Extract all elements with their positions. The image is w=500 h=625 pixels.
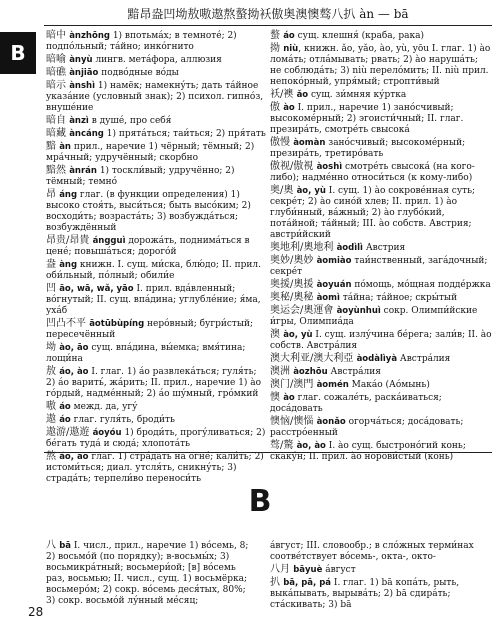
entry-definition: I. сущ. излу́чина бе́рега; зали́в; II. ào собств. Австра́лия <box>270 330 492 351</box>
dictionary-entry <box>46 30 268 53</box>
entry-definition: по́мощь, мо́щная подде́ржка <box>351 280 491 290</box>
entry-headword: 暗藏 <box>46 128 70 139</box>
entry-headword: 奥秘/奧秘 <box>270 292 317 303</box>
entry-headword: 嗷 <box>46 401 60 412</box>
dictionary-entry <box>46 235 268 258</box>
entry-pinyin: ànyù <box>69 55 93 65</box>
entry-pinyin: áo, ào <box>59 367 89 377</box>
entry-definition: глаг. (в функции определения) 1) высоко стоя́ть, выси́ться; быть высо́ким; 2) восходи́ть; возраста́ть; 3) возбужда́ться; возбуждённый <box>46 190 251 233</box>
entry-pinyin: àonǎo <box>316 417 346 427</box>
entry-pinyin: áo <box>283 31 295 41</box>
entry-headword: 傲视/傲視 <box>270 161 317 172</box>
entry-pinyin: áo, āo <box>59 452 89 462</box>
entry-headword: 奥妙/奧妙 <box>270 255 317 266</box>
entry-definition: неро́вный; бугри́стый; пересечённый <box>46 319 254 340</box>
entry-definition: сокр. Олимпи́йские и́гры, Олимпиа́да <box>270 306 478 327</box>
entry-headword: 骜/驁 <box>270 440 297 451</box>
dictionary-entry <box>46 189 268 234</box>
dictionary-entry <box>270 102 492 136</box>
entry-definition: межд. да, угу́ <box>70 402 138 412</box>
entry-headword: 盎 <box>46 259 60 270</box>
right-column <box>270 30 492 462</box>
dictionary-entry <box>46 80 268 114</box>
entry-headword: 拗 <box>270 43 284 54</box>
header-rule <box>44 25 492 26</box>
dictionary-entry <box>46 259 268 282</box>
dictionary-entry <box>270 416 492 439</box>
entry-definition: Австра́лия <box>327 367 381 377</box>
entry-definition: I. сущ. 1) ào сокрове́нная суть; секре́т; 2) ào сино́й хлев; II. прил. 1) ào глуби́нный, ва́жный; 2) ào глубо́кий, пота́йной; та́йный; III. ào собств. Австрия; австри́йский <box>270 186 476 240</box>
entry-pinyin: āotūbùpíng <box>89 319 145 329</box>
entry-headword: 傲 <box>270 102 284 113</box>
entry-definition: Австрия <box>362 243 406 253</box>
dictionary-entry <box>270 89 492 101</box>
entry-pinyin: āo, wā, wǎ, yāo <box>59 284 134 294</box>
entry-definition: зано́счивый; высокоме́рный; презира́ть, третиро́вать <box>270 138 466 159</box>
entry-headword: 凹 <box>46 283 60 294</box>
entry-definition: сущ. зи́мняя ку́ртка <box>308 90 407 100</box>
entry-headword: 奥地利/奧地利 <box>270 242 337 253</box>
entry-pinyin: ángguì <box>92 236 126 246</box>
dictionary-entry <box>270 379 492 391</box>
entry-definition: прил., наречие 1) чёрный; тёмный; 2) мра́чный; удручённый; скорбно <box>46 142 255 163</box>
entry-headword: 奥援/奧援 <box>270 279 317 290</box>
entry-definition: дорожа́ть, поднима́ться в цене́; повыша́ться; дорого́й <box>46 236 250 257</box>
entry-headword: 八月 <box>270 564 294 575</box>
bottom-right-column <box>270 540 492 612</box>
entry-definition: в душе́, про себя́ <box>88 116 172 126</box>
entry-headword: 暗中 <box>46 30 70 41</box>
entry-definition: глаг. гуля́ть, броди́ть <box>70 415 175 425</box>
entry-headword: 奥/奧 <box>270 185 297 196</box>
entry-definition: а́вгуст <box>322 565 356 575</box>
dictionary-entry <box>270 161 492 184</box>
dictionary-entry <box>270 366 492 378</box>
entry-definition: огорча́ться; доса́довать; расстро́енный <box>270 417 464 438</box>
dictionary-entry <box>46 451 268 485</box>
bottom-left-column <box>46 540 256 612</box>
section-divider <box>44 452 492 453</box>
entry-headword: 暗礁 <box>46 67 70 78</box>
dictionary-entry <box>46 165 268 188</box>
dictionary-entry <box>46 318 268 341</box>
entry-pinyin: àodàlìyà <box>356 354 398 364</box>
entry-headword: 昂贵/昂貴 <box>46 235 93 246</box>
entry-definition: глаг. 1) стра́дать на огне́; кали́ть; 2) истоми́ться; диал. утсля́ть, сникну́ть; 3) страда́ть; терпели́во переноси́ть <box>46 452 264 484</box>
entry-pinyin: ào <box>283 103 295 113</box>
entry-headword: 傲慢 <box>270 137 294 148</box>
left-column <box>46 30 268 484</box>
entry-pinyin: àodìlì <box>336 243 363 253</box>
entry-definition: , книжн. ǎo, yǎo, ào, yù, yōu I. глаг. 1) ào лома́ть; отла́мывать; рвать; 2) ào наруша́ть; не соблюда́ть; 3) niù перело́мить; II. niù прил. непоко́рный, упря́мый; стропти́вый <box>270 44 491 87</box>
dictionary-entry <box>270 564 492 576</box>
entry-pinyin: àoshì <box>316 162 343 172</box>
dictionary-entry <box>46 67 268 79</box>
entry-pinyin: àoyùnhuì <box>336 306 381 316</box>
entry-definition: подво́дные во́ды <box>98 68 179 78</box>
dictionary-entry <box>270 353 492 365</box>
entry-headword: 澳大利亚/澳大利亞 <box>270 353 357 364</box>
page-header: 黯昂盎凹坳敖嗷遨熬螯拗袄傲奥澳懊骜八扒 àn — bā <box>127 7 409 21</box>
entry-definition: 1) броди́ть, прогу́ливаться; 2) бе́гать туда́ и сюда́; хлопота́ть <box>46 428 266 449</box>
dictionary-entry <box>46 115 268 127</box>
entry-pinyin: ào, yù <box>296 186 326 196</box>
entry-pinyin: àoyuán <box>316 280 352 290</box>
entry-pinyin: ànshì <box>69 81 95 91</box>
entry-headword: 暗示 <box>46 80 70 91</box>
entry-pinyin: áng <box>59 190 78 200</box>
entry-headword: 黯 <box>46 141 60 152</box>
dictionary-entry <box>46 540 256 607</box>
page-number: 28 <box>28 605 44 619</box>
entry-pinyin: àncáng <box>69 129 104 139</box>
dictionary-entry <box>270 137 492 160</box>
entry-definition: I. ào сущ. быстроно́гий конь; скаку́н; II. прил. ào норови́стый (конь) <box>270 441 466 462</box>
entry-headword: 遨游/遨遊 <box>46 427 93 438</box>
dictionary-entry <box>46 283 268 317</box>
dictionary-entry <box>46 342 268 365</box>
entry-definition: книжн. I. сущ. ми́ска, блю́до; II. прил. оби́льный, по́лный; обили́е <box>46 260 261 281</box>
entry-pinyin: ànzì <box>69 116 89 126</box>
entry-definition: I. числ., прил., наречие 1) во́семь, 8; 2) восьмо́й (по порядку); в-восьмы́х; 3) восьмикра́тный; восьмери́ой; [в] во́семь раз, восьмью; II. числ., сущ. 1) восьмёрка; восьмеро́м; 2) сокр. во́семь деся́тых, 80%; 3) сокр. восьмо́й лу́нный ме́сяц; <box>46 541 249 606</box>
entry-pinyin: ànjiāo <box>69 68 99 78</box>
entry-definition: I. глаг. 1) áo развлека́ться; гуля́ть; 2) áo варить́, жа́рить; II. прил., наречие 1) ào го́рдый, надме́нный; 2) áo шу́мный, гро́мкий <box>46 367 262 399</box>
entry-headword: 奥运会/奧運會 <box>270 305 337 316</box>
entry-pinyin: bā, pā, pá <box>283 578 332 588</box>
dictionary-entry <box>46 414 268 426</box>
entry-definition: а́вгуст; III. словообр.; в сло́жных терми́нах соотве́тствует во́семь-, окта-, окто- <box>270 541 474 562</box>
entry-definition: I. прил., наречие 1) зано́счивый; высокоме́рный; 2) эгоисти́чный; II. глаг. презира́ть, смотре́ть свысока́ <box>270 103 464 135</box>
dictionary-entry <box>270 255 492 278</box>
entry-pinyin: àng <box>59 260 78 270</box>
dictionary-entry <box>270 30 492 42</box>
entry-headword: 扒 <box>270 577 284 588</box>
entry-definition: глаг. сожале́ть, раска́иваться; доса́довать <box>270 393 442 414</box>
entry-definition: I. прил. вда́вленный; во́гнутый; II. сущ. впа́дина; углубле́ние; я́ма, уха́б <box>46 284 261 316</box>
entry-pinyin: àomiào <box>316 256 352 266</box>
dictionary-entry <box>270 305 492 328</box>
dictionary-entry <box>46 128 268 140</box>
entry-headword: 袄/襖 <box>270 89 297 100</box>
dictionary-entry <box>270 185 492 241</box>
entry-pinyin: áoyóu <box>92 428 122 438</box>
dictionary-entry <box>46 427 268 450</box>
entry-pinyin: áo <box>59 415 71 425</box>
entry-headword: 熬 <box>46 451 60 462</box>
entry-pinyin: àomén <box>316 380 349 390</box>
entry-headword: 螯 <box>270 30 284 41</box>
entry-pinyin: àozhōu <box>293 367 328 377</box>
entry-headword: 八 <box>46 540 60 551</box>
dictionary-entry <box>270 329 492 352</box>
dictionary-entry <box>46 401 268 413</box>
entry-pinyin: ànzhōng <box>69 31 110 41</box>
entry-headword: 澳洲 <box>270 366 294 377</box>
entry-headword: 暗自 <box>46 115 70 126</box>
entry-pinyin: bāyuè <box>293 565 323 575</box>
entry-headword: 昂 <box>46 189 60 200</box>
entry-definition: Австра́лия <box>397 354 451 364</box>
entry-definition: та́йна; та́йное; скры́тый <box>339 293 458 303</box>
entry-headword: 懊 <box>270 392 284 403</box>
dictionary-entry <box>270 392 492 415</box>
entry-headword: 懊恼/懊惱 <box>270 416 317 427</box>
entry-headword: 澳门/澳門 <box>270 379 317 390</box>
entry-definition: Мака́о (Ао́мынь) <box>348 380 430 390</box>
entry-pinyin: bā <box>59 541 72 551</box>
entry-headword: 暗喻 <box>46 54 70 65</box>
dictionary-entry <box>46 141 268 164</box>
dictionary-entry <box>46 54 268 66</box>
dictionary-entry <box>270 43 492 88</box>
entry-definition: сущ. клешня́ (краба, рака) <box>294 31 425 41</box>
entry-pinyin: niù <box>283 44 299 54</box>
entry-headword: 敖 <box>46 366 60 377</box>
entry-pinyin: àn <box>59 142 71 152</box>
entry-pinyin: áo <box>59 402 71 412</box>
thumb-index-tab: B <box>0 32 36 74</box>
entry-pinyin: àomàn <box>293 138 326 148</box>
section-letter: B <box>248 484 272 519</box>
entry-pinyin: ào <box>283 393 295 403</box>
entry-pinyin: àomì <box>316 293 340 303</box>
entry-definition: лингв. мета́фора, аллюзия <box>92 55 222 65</box>
entry-headword: 凹凸不平 <box>46 318 90 329</box>
entry-pinyin: ào, ào <box>296 441 326 451</box>
entry-definition: сущ. впа́дина, вы́емка; вмя́тина; лощи́на <box>46 343 246 364</box>
entry-definition: 1) намёк; намекну́ть; дать та́йное указа́ние (условный знак); 2) психол. гипно́з, внуше́ние <box>46 81 264 113</box>
entry-definition: смотре́ть свысока́ (на кого-либо); надме́нно относи́ться (к кому-либо) <box>270 162 475 183</box>
entry-definition: I. глаг. 1) bā копа́ть, рыть, выка́пывать, вырыва́ть; 2) bā сдира́ть; ста́скивать; 3) bā <box>270 578 460 610</box>
dictionary-entry <box>270 577 492 611</box>
entry-pinyin: ànrán <box>69 166 97 176</box>
entry-definition: таи́нственный, зага́дочный; секре́т <box>270 256 488 277</box>
dictionary-entry <box>270 279 492 291</box>
dictionary-entry <box>46 366 268 400</box>
entry-headword: 澳 <box>270 329 284 340</box>
entry-definition: 1) тоскли́вый; удручённо; 2) тёмный; темно́ <box>46 166 235 187</box>
entry-headword: 坳 <box>46 342 60 353</box>
dictionary-entry <box>270 242 492 254</box>
dictionary-entry <box>270 292 492 304</box>
entry-headword: 黯然 <box>46 165 70 176</box>
entry-headword: 遨 <box>46 414 60 425</box>
dictionary-entry <box>270 540 492 563</box>
entry-definition: 1) впотьма́х; в темноте́; 2) подпо́льный; та́йно; инко́гнито <box>46 31 237 52</box>
entry-pinyin: ào, yù <box>283 330 313 340</box>
entry-definition: 1) прята́ться; таи́ться; 2) пря́тать <box>103 129 266 139</box>
entry-pinyin: ào, āo <box>59 343 89 353</box>
entry-pinyin: ǎo <box>296 90 309 100</box>
